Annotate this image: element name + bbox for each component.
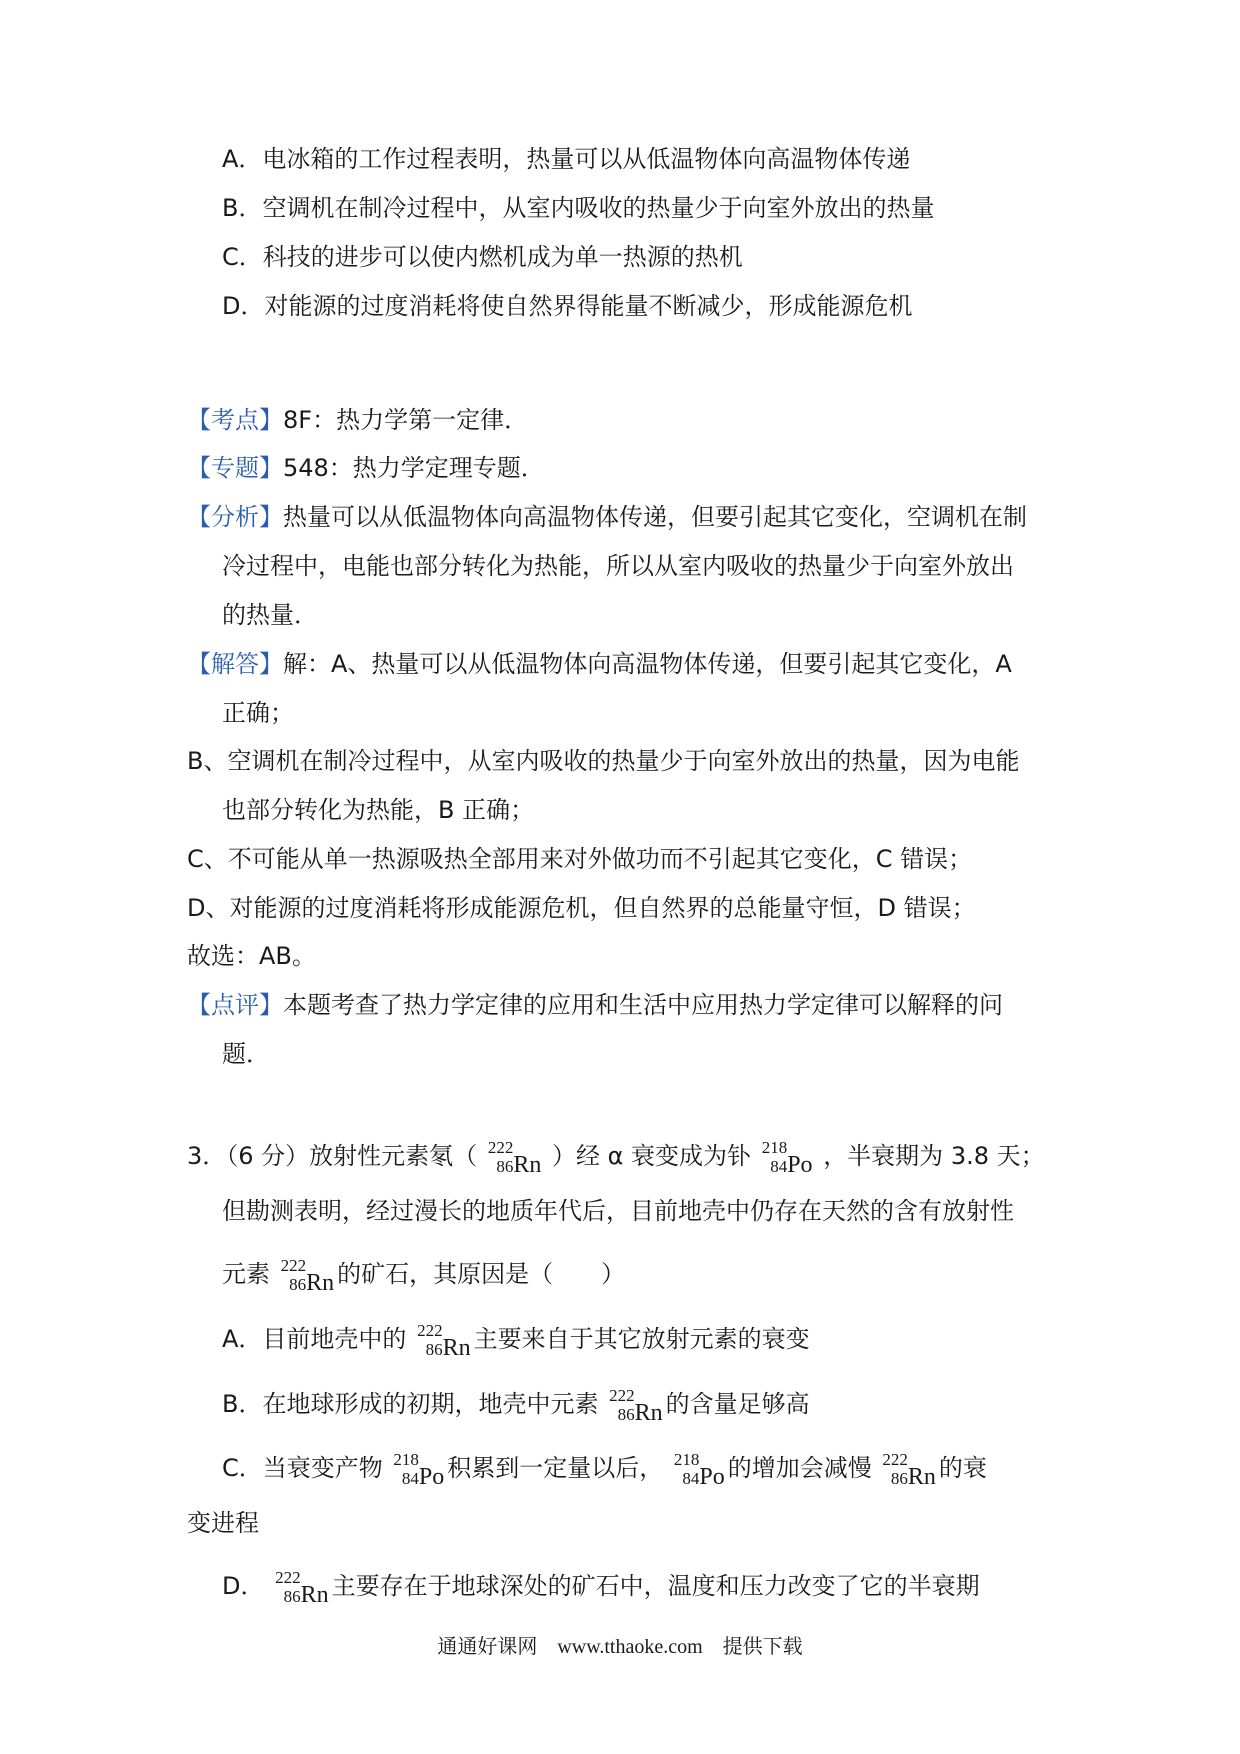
q3-option-a-text-2: 主要来自于其它放射元素的衰变: [473, 1325, 810, 1353]
solution-b-line-2: 也部分转化为热能，B 正确；: [222, 796, 535, 824]
solution-d-line: D、对能源的过度消耗将形成能源危机，但自然界的总能量守恒，D 错误；: [187, 894, 976, 922]
jieda-tag: 【解答】: [187, 650, 283, 678]
q3-stem-3b: 的矿石，其原因是（ ）: [337, 1260, 626, 1288]
mass-number: 218: [673, 1450, 700, 1469]
fenxi-line-1: [187, 502, 1027, 532]
kaodian-tag: 【考点】: [187, 406, 283, 434]
jieda-line-2: 正确；: [222, 699, 294, 727]
mass-number: 222: [275, 1568, 301, 1587]
q3-option-b: [222, 1385, 810, 1425]
q3-option-c-text-4: 的衰: [938, 1454, 987, 1482]
atomic-number: 86: [617, 1405, 635, 1424]
zhuanti-text: 548：热力学定理专题．: [283, 454, 545, 482]
q3-option-c-text-3: 的增加会减慢: [727, 1454, 872, 1482]
element-symbol: Rn: [300, 1582, 329, 1608]
atomic-number: 84: [770, 1157, 788, 1176]
dianping-text-1: 本题考查了热力学定律的应用和生活中应用热力学定律可以解释的问: [283, 991, 1003, 1019]
mass-number: 218: [393, 1450, 419, 1469]
q3-option-a: [222, 1320, 810, 1360]
option-b: B．空调机在制冷过程中，从室内吸收的热量少于向室外放出的热量: [222, 194, 935, 222]
fenxi-line-3: 的热量．: [222, 601, 318, 629]
q3-line-2: 但勘测表明，经过漫长的地质年代后，目前地壳中仍存在天然的含有放射性: [222, 1197, 1014, 1225]
element-symbol: Rn: [442, 1335, 471, 1361]
jieda-text-1: 解：A、热量可以从低温物体向高温物体传递，但要引起其它变化，A: [283, 650, 1012, 678]
q3-option-c-text-2: 积累到一定量以后，: [447, 1454, 664, 1482]
nuclide-rn: [882, 1449, 936, 1489]
atomic-number: 84: [682, 1469, 700, 1488]
dianping-line-2: 题．: [222, 1040, 270, 1068]
kaodian-line: [187, 405, 528, 435]
q3-option-d-text-2: 主要存在于地球深处的矿石中，温度和压力改变了它的半衰期: [331, 1572, 980, 1600]
solution-c-line: C、不可能从单一热源吸热全部用来对外做功而不引起其它变化，C 错误；: [187, 845, 973, 873]
atomic-number: 86: [425, 1340, 443, 1359]
q3-line-1: [187, 1137, 1045, 1177]
q3-option-a-text-1: A．目前地壳中的: [222, 1325, 407, 1353]
nuclide-rn: [275, 1567, 329, 1607]
nuclide-po: [393, 1449, 444, 1489]
mass-number: 218: [761, 1138, 788, 1157]
fenxi-tag: 【分析】: [187, 503, 283, 531]
atomic-number: 86: [283, 1587, 301, 1606]
zhuanti-tag: 【专题】: [187, 454, 283, 482]
q3-line-3: [222, 1255, 625, 1295]
element-symbol: Rn: [907, 1464, 936, 1490]
q3-stem-1c: ，半衰期为 3.8 天；: [823, 1142, 1045, 1170]
element-symbol: Po: [699, 1464, 725, 1490]
mass-number: 222: [280, 1256, 307, 1275]
nuclide-po: [762, 1137, 813, 1177]
mass-number: 222: [882, 1450, 908, 1469]
element-symbol: Rn: [306, 1270, 335, 1296]
atomic-number: 86: [496, 1157, 514, 1176]
q3-option-d: [222, 1567, 980, 1607]
mass-number: 222: [609, 1386, 635, 1405]
atomic-number: 84: [401, 1469, 419, 1488]
q3-option-c-wrap: 变进程: [187, 1509, 259, 1537]
page-footer: 通通好课网 www.tthaoke.com 提供下载: [437, 1636, 803, 1658]
option-d: D．对能源的过度消耗将使自然界得能量不断减少，形成能源危机: [222, 292, 913, 320]
kaodian-text: 8F：热力学第一定律．: [283, 406, 529, 434]
q3-option-c: [222, 1449, 987, 1489]
element-symbol: Rn: [634, 1400, 663, 1426]
q3-stem-3a: 元素: [222, 1260, 270, 1288]
element-symbol: Po: [418, 1464, 445, 1490]
mass-number: 222: [417, 1321, 443, 1340]
dianping-line-1: [187, 990, 1003, 1020]
answer-line: 故选：AB。: [187, 942, 316, 970]
q3-stem-1a: 3．（6 分）放射性元素氡（: [187, 1142, 478, 1170]
q3-option-c-text-1: C．当衰变产物: [222, 1454, 383, 1482]
fenxi-line-2: 冷过程中，电能也部分转化为热能，所以从室内吸收的热量少于向室外放出: [222, 552, 1014, 580]
nuclide-rn: [281, 1255, 335, 1295]
atomic-number: 86: [890, 1469, 908, 1488]
q3-stem-1b: ）经 α 衰变成为钋: [551, 1142, 752, 1170]
nuclide-rn: [609, 1385, 663, 1425]
option-c: C．科技的进步可以使内燃机成为单一热源的热机: [222, 243, 743, 271]
fenxi-text-1: 热量可以从低温物体向高温物体传递，但要引起其它变化，空调机在制: [283, 503, 1027, 531]
nuclide-po: [674, 1449, 725, 1489]
element-symbol: Po: [787, 1152, 813, 1178]
mass-number: 222: [487, 1138, 514, 1157]
nuclide-rn: [417, 1320, 471, 1360]
q3-option-d-text-1: D．: [222, 1572, 265, 1600]
jieda-line-1: [187, 649, 1012, 679]
dianping-tag: 【点评】: [187, 991, 283, 1019]
zhuanti-line: [187, 453, 545, 483]
solution-b-line-1: B、空调机在制冷过程中，从室内吸收的热量少于向室外放出的热量，因为电能: [187, 747, 1020, 775]
option-a: A．电冰箱的工作过程表明，热量可以从低温物体向高温物体传递: [222, 145, 911, 173]
q3-option-b-text-1: B．在地球形成的初期，地壳中元素: [222, 1390, 599, 1418]
nuclide-rn: [488, 1137, 542, 1177]
atomic-number: 86: [289, 1275, 307, 1294]
element-symbol: Rn: [513, 1152, 542, 1178]
q3-option-b-text-2: 的含量足够高: [665, 1390, 810, 1418]
